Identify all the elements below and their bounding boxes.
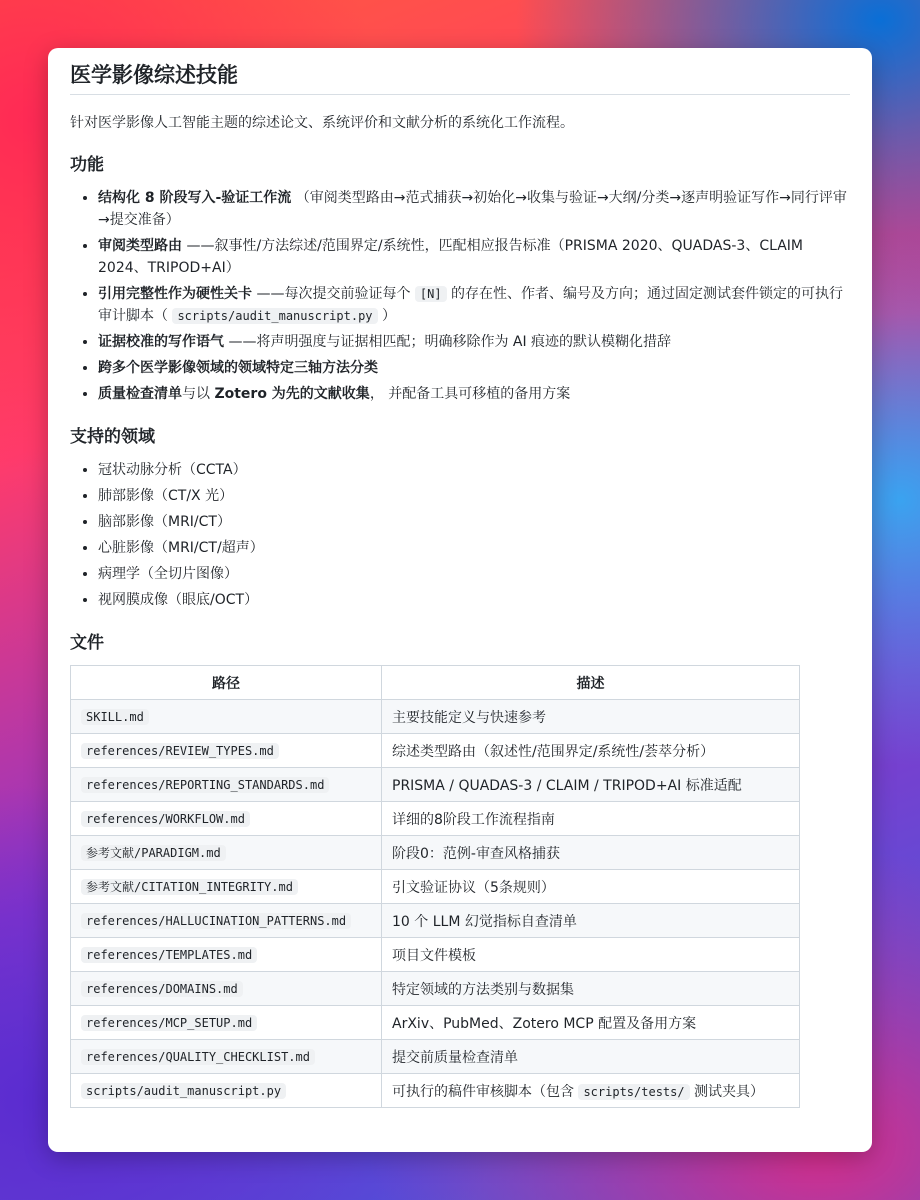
file-desc: 提交前质量检查清单 bbox=[382, 1040, 800, 1074]
file-desc: 可执行的稿件审核脚本（包含 scripts/tests/ 测试夹具） bbox=[382, 1074, 800, 1108]
file-desc: 引文验证协议（5条规则） bbox=[382, 870, 800, 904]
feature-item: • 证据校准的写作语气 ——将声明强度与证据相匹配；明确移除作为 AI 痕迹的默认模糊化措辞 bbox=[98, 331, 850, 353]
domains-list bbox=[70, 459, 850, 611]
file-path: references/REVIEW_TYPES.md bbox=[81, 743, 279, 759]
file-desc: 特定领域的方法类别与数据集 bbox=[382, 972, 800, 1006]
table-row bbox=[71, 1040, 800, 1074]
file-desc: 主要技能定义与快速参考 bbox=[382, 700, 800, 734]
file-path: references/MCP_SETUP.md bbox=[81, 1015, 257, 1031]
file-path: references/HALLUCINATION_PATTERNS.md bbox=[81, 913, 351, 929]
file-path: references/REPORTING_STANDARDS.md bbox=[81, 777, 329, 793]
readme-card bbox=[48, 48, 872, 1152]
column-header-path: 路径 bbox=[71, 666, 382, 700]
table-row bbox=[71, 870, 800, 904]
table-row bbox=[71, 904, 800, 938]
table-row bbox=[71, 1006, 800, 1040]
file-path: SKILL.md bbox=[81, 709, 149, 725]
files-table bbox=[70, 665, 800, 1108]
file-desc: ArXiv、PubMed、Zotero MCP 配置及备用方案 bbox=[382, 1006, 800, 1040]
table-header-row bbox=[71, 666, 800, 700]
table-row bbox=[71, 836, 800, 870]
file-desc: PRISMA / QUADAS-3 / CLAIM / TRIPOD+AI 标准适配 bbox=[382, 768, 800, 802]
file-path: scripts/audit_manuscript.py bbox=[81, 1083, 286, 1099]
file-desc: 10 个 LLM 幻觉指标自查清单 bbox=[382, 904, 800, 938]
file-path: 参考文献/CITATION_INTEGRITY.md bbox=[81, 879, 298, 895]
file-path: references/DOMAINS.md bbox=[81, 981, 243, 997]
page-title: 医学影像综述技能 bbox=[70, 60, 850, 95]
domain-item: • 病理学（全切片图像） bbox=[98, 563, 850, 585]
table-row bbox=[71, 1074, 800, 1108]
file-desc: 项目文件模板 bbox=[382, 938, 800, 972]
table-row bbox=[71, 768, 800, 802]
inline-code: [N] bbox=[415, 286, 447, 302]
table-row bbox=[71, 972, 800, 1006]
column-header-desc: 描述 bbox=[382, 666, 800, 700]
inline-code: scripts/tests/ bbox=[578, 1084, 689, 1100]
domain-item: • 冠状动脉分析（CCTA） bbox=[98, 459, 850, 481]
feature-item: • 跨多个医学影像领域的领域特定三轴方法分类 bbox=[98, 357, 850, 379]
file-desc: 详细的8阶段工作流程指南 bbox=[382, 802, 800, 836]
file-desc: 综述类型路由（叙述性/范围界定/系统性/荟萃分析） bbox=[382, 734, 800, 768]
feature-item: • 质量检查清单与以 Zotero 为先的文献收集， 并配备工具可移植的备用方案 bbox=[98, 383, 850, 405]
table-row bbox=[71, 938, 800, 972]
inline-code: scripts/audit_manuscript.py bbox=[172, 308, 377, 324]
file-path: references/TEMPLATES.md bbox=[81, 947, 257, 963]
domain-item: • 脑部影像（MRI/CT） bbox=[98, 511, 850, 533]
file-path: 参考文献/PARADIGM.md bbox=[81, 845, 226, 861]
feature-item: • 审阅类型路由 ——叙事性/方法综述/范围界定/系统性，匹配相应报告标准（PRISMA 2020、QUADAS-3、CLAIM 2024、TRIPOD+AI） bbox=[98, 235, 850, 279]
domains-heading: 支持的领域 bbox=[70, 427, 155, 447]
features-heading: 功能 bbox=[70, 155, 104, 175]
features-list bbox=[70, 187, 850, 405]
table-row bbox=[71, 700, 800, 734]
domain-item: • 心脏影像（MRI/CT/超声） bbox=[98, 537, 850, 559]
page-description: 针对医学影像人工智能主题的综述论文、系统评价和文献分析的系统化工作流程。 bbox=[70, 115, 574, 131]
domain-item: • 肺部影像（CT/X 光） bbox=[98, 485, 850, 507]
file-path: references/WORKFLOW.md bbox=[81, 811, 250, 827]
table-row bbox=[71, 802, 800, 836]
feature-item: • 结构化 8 阶段写入-验证工作流 （审阅类型路由→范式捕获→初始化→收集与验证→大纲/分类→逐声明验证写作→同行评审→提交准备） bbox=[98, 187, 850, 231]
table-row bbox=[71, 734, 800, 768]
file-desc: 阶段0：范例-审查风格捕获 bbox=[382, 836, 800, 870]
file-path: references/QUALITY_CHECKLIST.md bbox=[81, 1049, 315, 1065]
files-heading: 文件 bbox=[70, 633, 104, 653]
feature-item: • 引用完整性作为硬性关卡 ——每次提交前验证每个 [N] 的存在性、作者、编号及方向；通过固定测试套件锁定的可执行审计脚本（ scripts/audit_manuscript.py ） bbox=[98, 283, 850, 327]
domain-item: • 视网膜成像（眼底/OCT） bbox=[98, 589, 850, 611]
